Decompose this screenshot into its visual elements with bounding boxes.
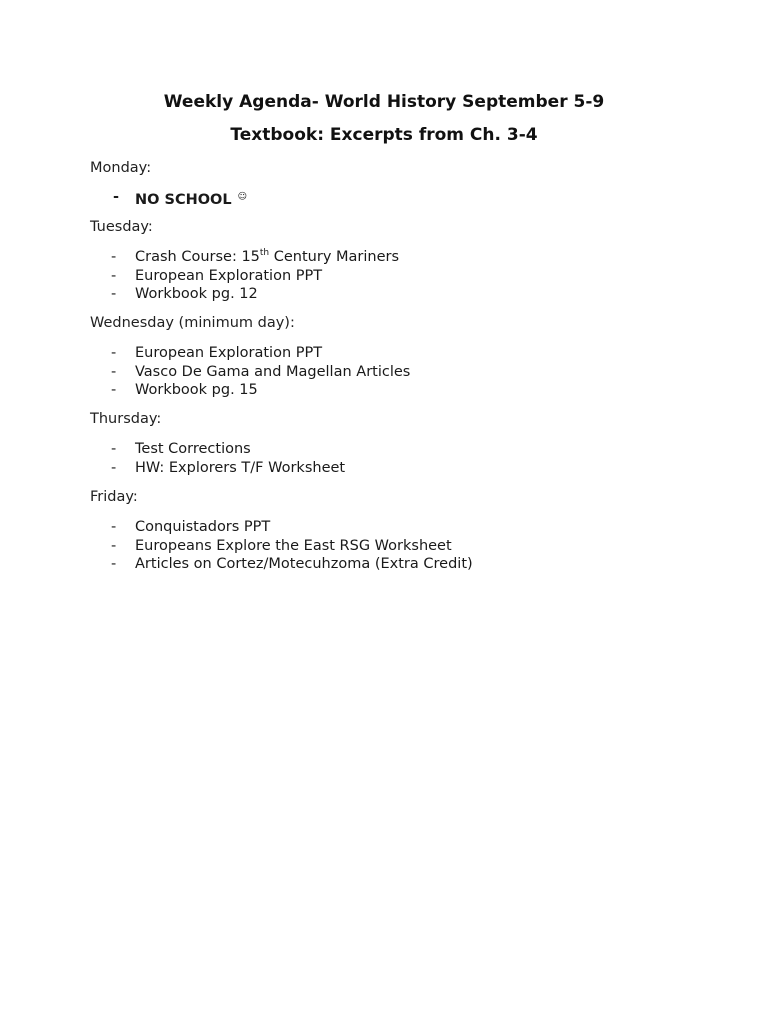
item-text: HW: Explorers T/F Worksheet [135, 459, 346, 476]
day-label-tuesday: Tuesday: [90, 219, 153, 235]
item-text: European Exploration PPT [135, 267, 323, 284]
ordinal-suffix: th [259, 248, 270, 258]
bullet-dash: - [111, 382, 117, 398]
bullet-dash: - [111, 363, 117, 380]
item-text: Articles on Cortez/Motecuhzoma (Extra Credit) [135, 556, 473, 572]
item-text: Crash Course: 15 [135, 249, 260, 265]
bullet-dash: - [111, 519, 117, 535]
item-text: Europeans Explore the East RSG Worksheet [135, 537, 452, 554]
day-label-wednesday: Wednesday (minimum day): [90, 315, 295, 331]
bullet-dash: - [111, 286, 117, 302]
item-text: European Exploration PPT [135, 345, 323, 361]
page-title: Weekly Agenda- World History September 5-9 [163, 92, 605, 112]
bullet-dash: - [111, 537, 117, 554]
item-text: NO SCHOOL [135, 192, 232, 208]
bullet-dash: - [111, 556, 117, 572]
bullet-dash: - [111, 345, 117, 361]
day-label-friday: Friday: [90, 489, 138, 505]
item-text: Vasco De Gama and Magellan Articles [135, 363, 411, 380]
bullet-dash: - [113, 189, 120, 205]
day-label-monday: Monday: [90, 160, 152, 176]
day-label-thursday: Thursday: [90, 411, 162, 427]
bullet-dash: - [111, 249, 117, 265]
item-text: Century Mariners [269, 249, 400, 265]
item-text: Conquistadors PPT [135, 519, 271, 535]
bullet-dash: - [111, 441, 117, 457]
page-subtitle: Textbook: Excerpts from Ch. 3-4 [230, 125, 538, 145]
smiley-icon: ☺ [237, 192, 248, 202]
bullet-dash: - [111, 267, 117, 284]
item-text: Test Corrections [135, 441, 251, 457]
item-text: Workbook pg. 15 [135, 382, 258, 398]
item-text: Workbook pg. 12 [135, 286, 258, 302]
bullet-dash: - [111, 459, 117, 476]
